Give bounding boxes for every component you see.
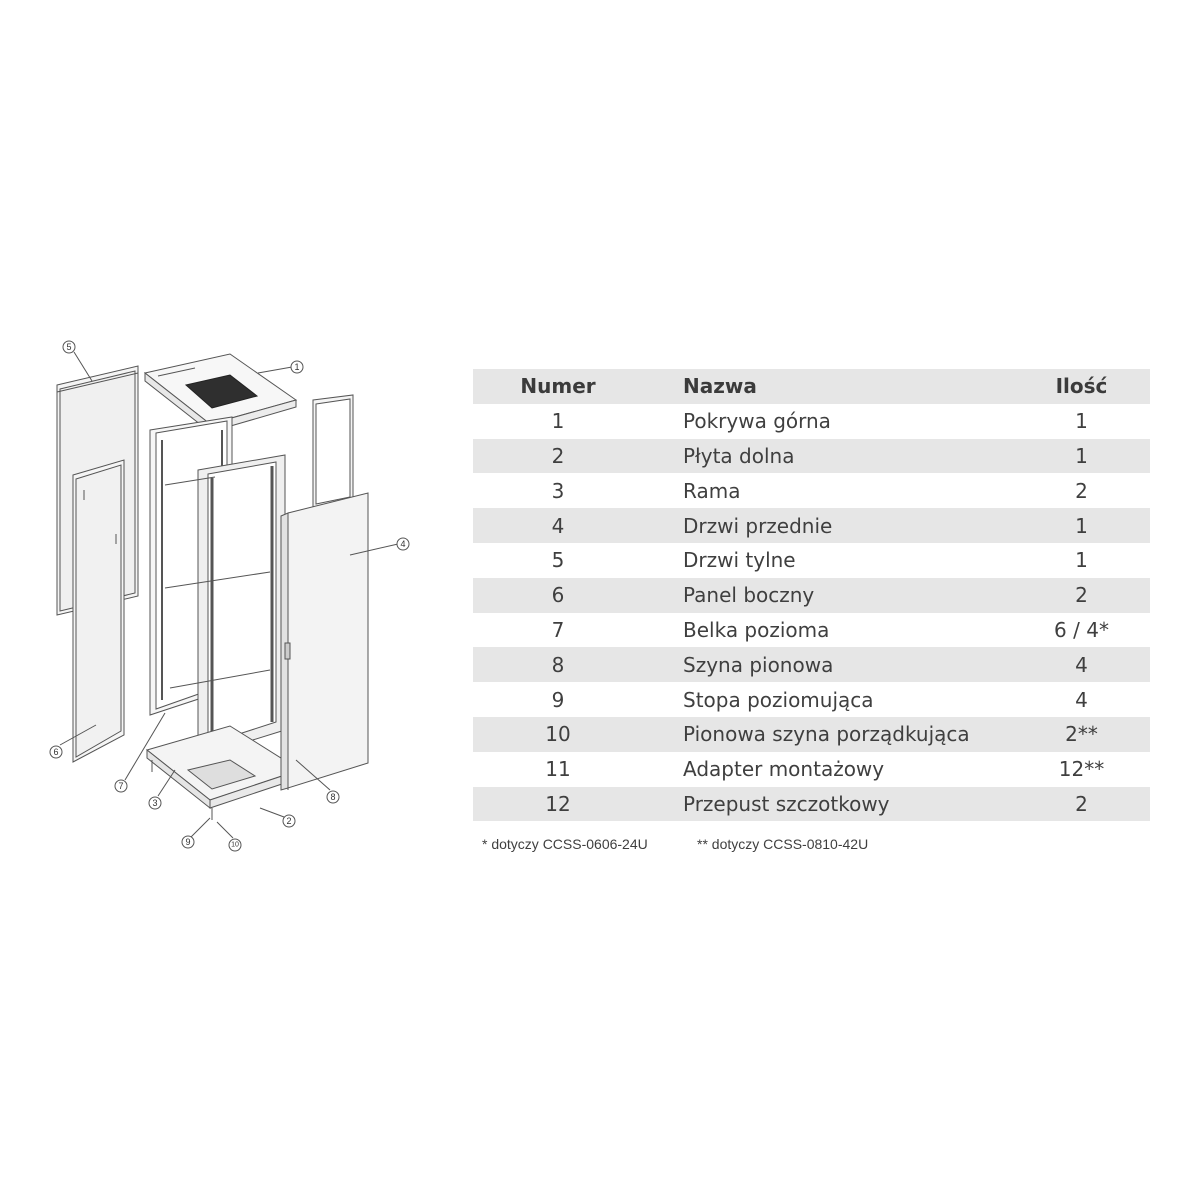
callout-label-9: 9 [185, 837, 191, 847]
row-number: 7 [551, 617, 565, 642]
table-header-row [473, 369, 1150, 404]
row-number: 6 [551, 583, 565, 608]
row-number: 5 [551, 548, 565, 573]
callout-label-7: 7 [118, 781, 124, 791]
row-quantity: 4 [1075, 652, 1088, 677]
table-row [473, 717, 1150, 752]
row-number: 4 [551, 513, 565, 538]
row-number: 3 [551, 478, 565, 503]
row-name: Stopa poziomująca [683, 687, 874, 712]
callout-label-10: 10 [231, 841, 239, 849]
row-number: 1 [551, 409, 565, 434]
callout-label-3: 3 [152, 798, 158, 808]
row-quantity: 2 [1075, 791, 1088, 816]
row-quantity: 2** [1065, 722, 1098, 747]
row-name: Rama [683, 478, 741, 503]
callout-label-6: 6 [53, 747, 59, 757]
row-number: 11 [545, 757, 571, 782]
row-name: Adapter montażowy [683, 757, 885, 782]
row-quantity: 6 / 4* [1054, 617, 1109, 642]
rear-side-panel-part [313, 395, 353, 508]
header-quantity: Ilość [1055, 374, 1108, 399]
footnote-double-star: ** dotyczy CCSS-0810-42U [697, 836, 869, 852]
row-name: Przepust szczotkowy [683, 791, 890, 816]
row-number: 12 [545, 791, 571, 816]
row-quantity: 4 [1075, 687, 1088, 712]
side-panel-part [73, 460, 124, 762]
row-name: Drzwi tylne [683, 548, 796, 573]
header-number: Numer [520, 374, 596, 399]
row-name: Pionowa szyna porządkująca [683, 722, 970, 747]
table-row [473, 578, 1150, 613]
row-quantity: 2 [1075, 478, 1088, 503]
parts-table [473, 369, 1150, 821]
row-number: 2 [551, 443, 565, 468]
callout-label-4: 4 [400, 539, 406, 549]
bottom-plate-part [147, 726, 300, 820]
callout-label-1: 1 [294, 362, 300, 372]
row-quantity: 1 [1075, 443, 1088, 468]
table-row [473, 647, 1150, 682]
table-row [473, 473, 1150, 508]
front-door-part [281, 493, 368, 790]
row-quantity: 2 [1075, 583, 1088, 608]
row-quantity: 1 [1075, 548, 1088, 573]
table-row [473, 613, 1150, 648]
table-row [473, 752, 1150, 787]
row-quantity: 1 [1075, 513, 1088, 538]
row-quantity: 1 [1075, 409, 1088, 434]
callout-label-2: 2 [286, 816, 292, 826]
table-row [473, 439, 1150, 474]
row-number: 8 [551, 652, 565, 677]
row-name: Belka pozioma [683, 617, 830, 642]
table-row [473, 404, 1150, 439]
table-row [473, 543, 1150, 578]
callout-label-5: 5 [66, 342, 72, 352]
table-row [473, 508, 1150, 543]
header-name: Nazwa [683, 374, 757, 399]
table-row [473, 682, 1150, 717]
row-name: Szyna pionowa [683, 652, 834, 677]
row-name: Pokrywa górna [683, 409, 831, 434]
row-name: Drzwi przednie [683, 513, 833, 538]
row-quantity: 12** [1058, 757, 1105, 782]
row-number: 10 [545, 722, 571, 747]
row-name: Panel boczny [683, 583, 815, 608]
table-row [473, 787, 1150, 822]
callout-label-8: 8 [330, 792, 336, 802]
row-number: 9 [551, 687, 565, 712]
footnote-single-star: * dotyczy CCSS-0606-24U [482, 836, 648, 852]
row-name: Płyta dolna [683, 443, 795, 468]
